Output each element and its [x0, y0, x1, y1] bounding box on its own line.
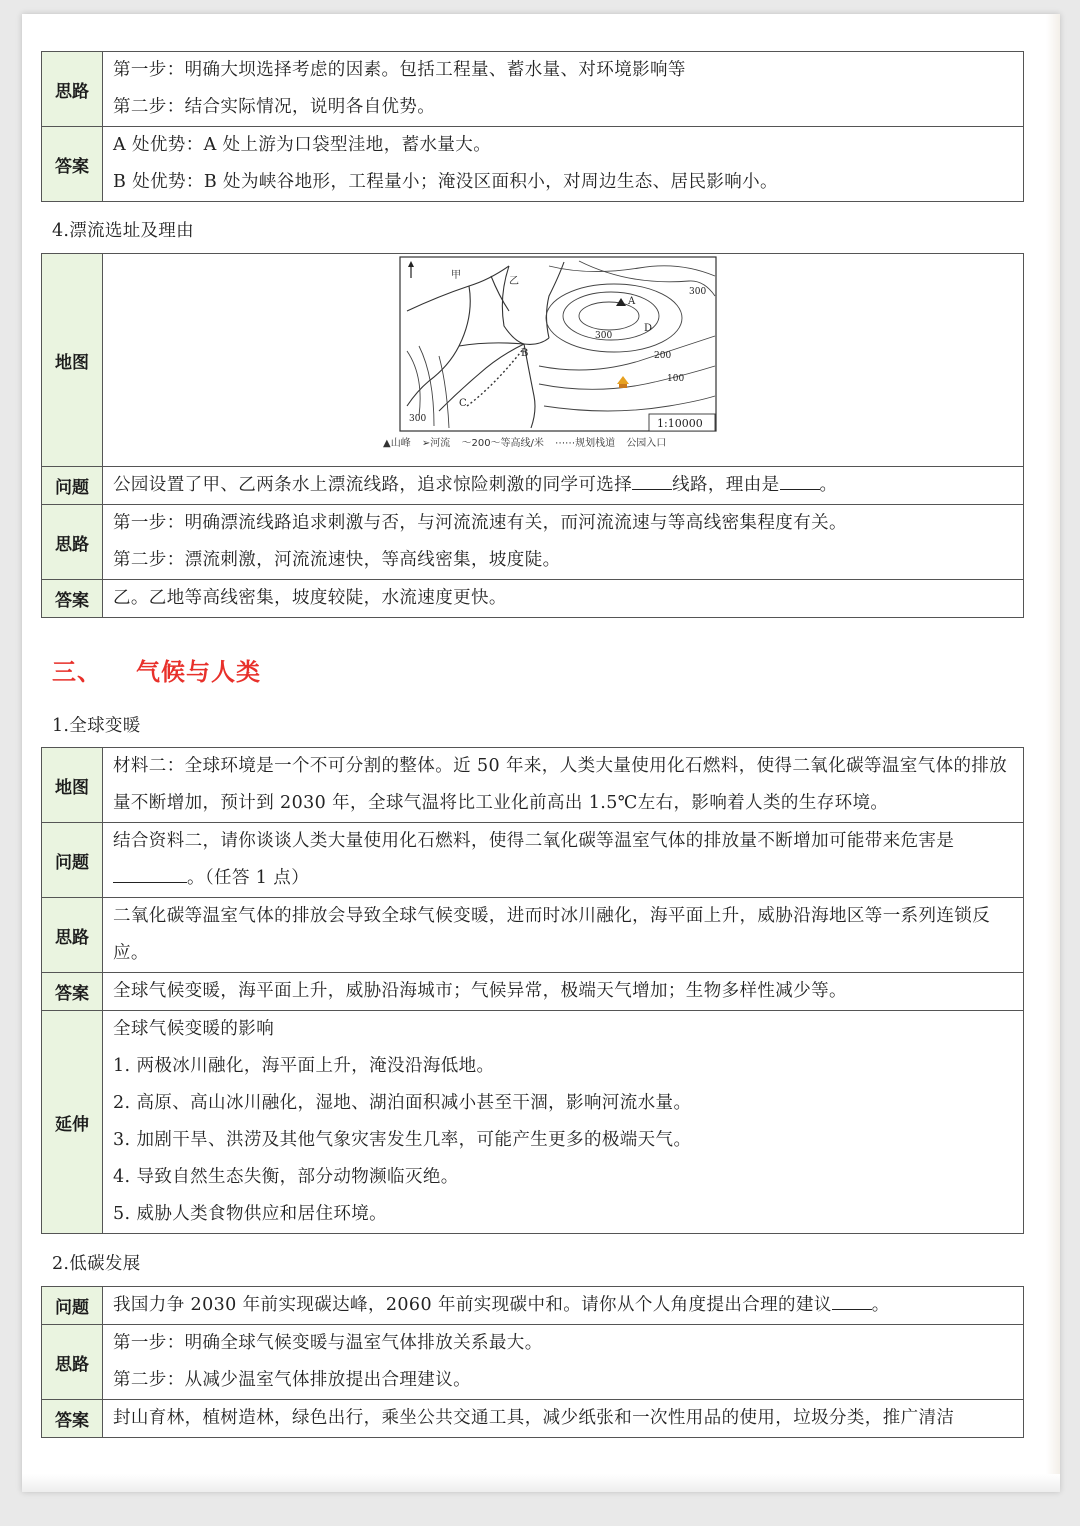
wenti-text [103, 823, 1024, 898]
wenti-label: 问题 [42, 467, 103, 505]
answer-blank [832, 1309, 872, 1310]
heading-rafting: 4.漂流选址及理由 [52, 221, 194, 241]
wenti-end: 。 [819, 475, 838, 495]
silu-line-1: 第一步：明确大坝选择考虑的因素。包括工程量、蓄水量、对环境影响等 [113, 60, 686, 80]
wenti-label: 问题 [42, 1287, 103, 1325]
section-title-text: 气候与人类 [136, 658, 261, 686]
wenti-pre: 公园设置了甲、乙两条水上漂流线路，追求惊险刺激的同学可选择 [113, 475, 633, 495]
yanshen-line-3: 3. 加剧干旱、洪涝及其他气象灾害发生几率，可能产生更多的极端天气。 [113, 1130, 692, 1150]
wenti-text [103, 467, 1024, 505]
answer-blank [632, 489, 672, 490]
wenti-body: 结合资料二，请你谈谈人类大量使用化石燃料，使得二氧化碳等温室气体的排放量不断增加可能带来危害是 [113, 831, 955, 851]
silu-text [103, 52, 1024, 127]
map-label-300-left: 300 [409, 414, 427, 424]
yanshen-text [103, 1011, 1024, 1234]
yanshen-line-4: 4. 导致自然生态失衡，部分动物濒临灭绝。 [113, 1167, 459, 1187]
rafting-qa-table [41, 253, 1024, 618]
map-label-300b: 300 [595, 331, 613, 341]
map-label-100: 100 [667, 374, 685, 384]
map-label-yi: 乙 [509, 276, 519, 287]
silu-label: 思路 [42, 505, 103, 580]
daan-label: 答案 [42, 973, 103, 1011]
map-label-c: C [459, 398, 467, 409]
silu-label: 思路 [42, 898, 103, 973]
wenti-end: 。（任答 1 点） [187, 868, 310, 888]
silu-line-1: 第一步：明确漂流线路追求刺激与否，与河流流速有关，而河流流速与等高线密集程度有关。 [113, 513, 847, 533]
wenti-label: 问题 [42, 823, 103, 898]
heading-warming: 1.全球变暖 [52, 716, 141, 736]
daan-label: 答案 [42, 580, 103, 618]
map-label-200: 200 [654, 351, 672, 361]
legend-peak: ▲山峰 [383, 438, 411, 449]
ditu-label: 地图 [42, 254, 103, 467]
silu-text [103, 505, 1024, 580]
wenti-text [103, 1287, 1024, 1325]
map-legend [383, 434, 743, 449]
yanshen-line-5: 5. 威胁人类食物供应和居住环境。 [113, 1204, 388, 1224]
silu-line-2: 第二步：从减少温室气体排放提出合理建议。 [113, 1370, 471, 1390]
silu-text [103, 1325, 1024, 1400]
answer-blank [780, 489, 820, 490]
legend-river: ➢河流 [421, 438, 451, 449]
yanshen-line-0: 全球气候变暖的影响 [113, 1019, 275, 1039]
legend-entrance: 公园入口 [626, 438, 667, 449]
daan-line-2: B 处优势：B 处为峡谷地形，工程量小；淹没区面积小，对周边生态、居民影响小。 [113, 172, 778, 192]
silu-line-1: 第一步：明确全球气候变暖与温室气体排放关系最大。 [113, 1333, 543, 1353]
daan-label: 答案 [42, 127, 103, 202]
daan-text: 全球气候变暖，海平面上升，威胁沿海城市；气候异常，极端天气增加；生物多样性减少等。 [103, 973, 1024, 1011]
map-label-peak: A [628, 296, 636, 307]
map-scale: 1:10000 [657, 417, 703, 430]
page-edge-shadow [1046, 14, 1060, 1492]
silu-line-2: 第二步：结合实际情况，说明各自优势。 [113, 97, 436, 117]
lowcarbon-qa-table [41, 1286, 1024, 1438]
map-cell [103, 254, 1024, 467]
map-label-jia: 甲 [451, 270, 461, 281]
document-page [22, 14, 1060, 1492]
ditu-label: 地图 [42, 748, 103, 823]
silu-label: 思路 [42, 52, 103, 127]
daan-line-1: A 处优势：A 处上游为口袋型洼地，蓄水量大。 [113, 135, 492, 155]
map-label-b: B [521, 348, 529, 359]
legend-contour: ～200～等高线/米 [461, 438, 544, 449]
answer-blank [113, 882, 187, 883]
section-title [52, 652, 261, 687]
contour-map [399, 256, 717, 432]
heading-lowcarbon: 2.低碳发展 [52, 1254, 141, 1274]
map-label-d: D [644, 323, 653, 334]
section-number: 三、 [52, 658, 102, 686]
silu-text: 二氧化碳等温室气体的排放会导致全球气候变暖，进而时冰川融化，海平面上升，威胁沿海地区等一系列连锁反应。 [103, 898, 1024, 973]
page-footer-fade [22, 1474, 1060, 1492]
yanshen-line-1: 1. 两极冰川融化，海平面上升，淹没沿海低地。 [113, 1056, 495, 1076]
warming-qa-table [41, 747, 1024, 1234]
yanshen-line-2: 2. 高原、高山冰川融化，湿地、湖泊面积减小甚至干涸，影响河流水量。 [113, 1093, 692, 1113]
daan-text [103, 127, 1024, 202]
wenti-body: 我国力争 2030 年前实现碳达峰，2060 年前实现碳中和。请你从个人角度提出合理的建议 [113, 1295, 832, 1315]
yanshen-label: 延伸 [42, 1011, 103, 1234]
daan-text: 封山育林，植树造林，绿色出行，乘坐公共交通工具，减少纸张和一次性用品的使用，垃圾分类，推广清洁 [103, 1400, 1024, 1438]
daan-text: 乙。乙地等高线密集，坡度较陡，水流速度更快。 [103, 580, 1024, 618]
legend-walkway: ⋯⋯规划栈道 [555, 438, 616, 449]
daan-label: 答案 [42, 1400, 103, 1438]
dam-qa-table [41, 51, 1024, 202]
wenti-end: 。 [871, 1295, 890, 1315]
map-label-300: 300 [689, 287, 707, 297]
wenti-mid: 线路，理由是 [672, 475, 780, 495]
ditu-text: 材料二：全球环境是一个不可分割的整体。近 50 年来，人类大量使用化石燃料，使得二氧化碳等温室气体的排放量不断增加，预计到 2030 年，全球气温将比工业化前高出 1.5℃左右，影响着人类的生存环境。 [103, 748, 1024, 823]
silu-line-2: 第二步：漂流刺激，河流流速快，等高线密集，坡度陡。 [113, 550, 561, 570]
silu-label: 思路 [42, 1325, 103, 1400]
